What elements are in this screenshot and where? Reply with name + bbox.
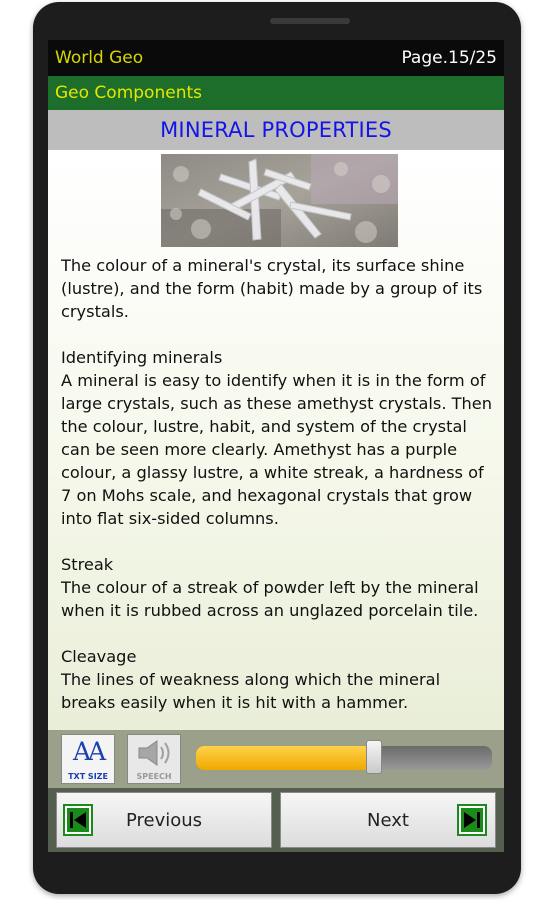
text-size-button[interactable] [61, 734, 115, 784]
section-body: The colour of a streak of powder left by the mineral when it is rubbed across an unglazed porcelain tile. [61, 578, 479, 620]
amethyst-crystals-photo [161, 154, 398, 247]
speaker-grille [270, 18, 350, 24]
speaker-icon [135, 738, 175, 768]
page-indicator: Page.15/25 [401, 48, 497, 68]
article-heading: MINERAL PROPERTIES [160, 118, 392, 142]
section-title: Geo Components [55, 83, 202, 103]
article-content[interactable] [48, 150, 504, 730]
previous-button[interactable] [56, 792, 272, 848]
reading-progress-slider[interactable] [196, 746, 492, 770]
section-body: The lines of weakness along which the mineral breaks easily when it is hit with a hammer. [61, 670, 441, 712]
text-size-label: TXT SIZE [68, 772, 108, 781]
next-label: Next [367, 809, 409, 831]
section-heading: Cleavage [61, 647, 137, 666]
next-button[interactable] [280, 792, 496, 848]
slider-handle[interactable] [366, 740, 382, 774]
skip-forward-icon [457, 804, 487, 836]
article-text [61, 254, 496, 730]
slider-fill [196, 746, 374, 770]
text-size-icon: AA [72, 737, 104, 766]
intro-paragraph: The colour of a mineral's crystal, its surface shine (lustre), and the form (habit) made by a group of its crystals. [61, 256, 483, 321]
section-heading: Streak [61, 555, 114, 574]
section-title-bar [48, 76, 504, 110]
speech-label: SPEECH [136, 772, 172, 781]
speech-button[interactable] [127, 734, 181, 784]
section-body: A mineral is easy to identify when it is in the form of large crystals, such as these amethyst crystals. Then the colour, lustre, habit, and system of the crystal can be seen more clearly. Amethyst has a purple colour, a glassy lustre, a white streak, a hardness of 7 on Mohs scale, and hexagonal crystals that grow into flat six-sided columns. [61, 371, 493, 528]
previous-label: Previous [125, 809, 203, 831]
top-bar [48, 40, 504, 76]
app-screen [48, 40, 504, 852]
article-heading-bar [48, 110, 504, 150]
control-bar [48, 730, 504, 788]
app-title: World Geo [55, 48, 144, 68]
navigation-bar [48, 788, 504, 852]
section-heading: Identifying minerals [61, 348, 223, 367]
skip-back-icon [63, 804, 93, 836]
